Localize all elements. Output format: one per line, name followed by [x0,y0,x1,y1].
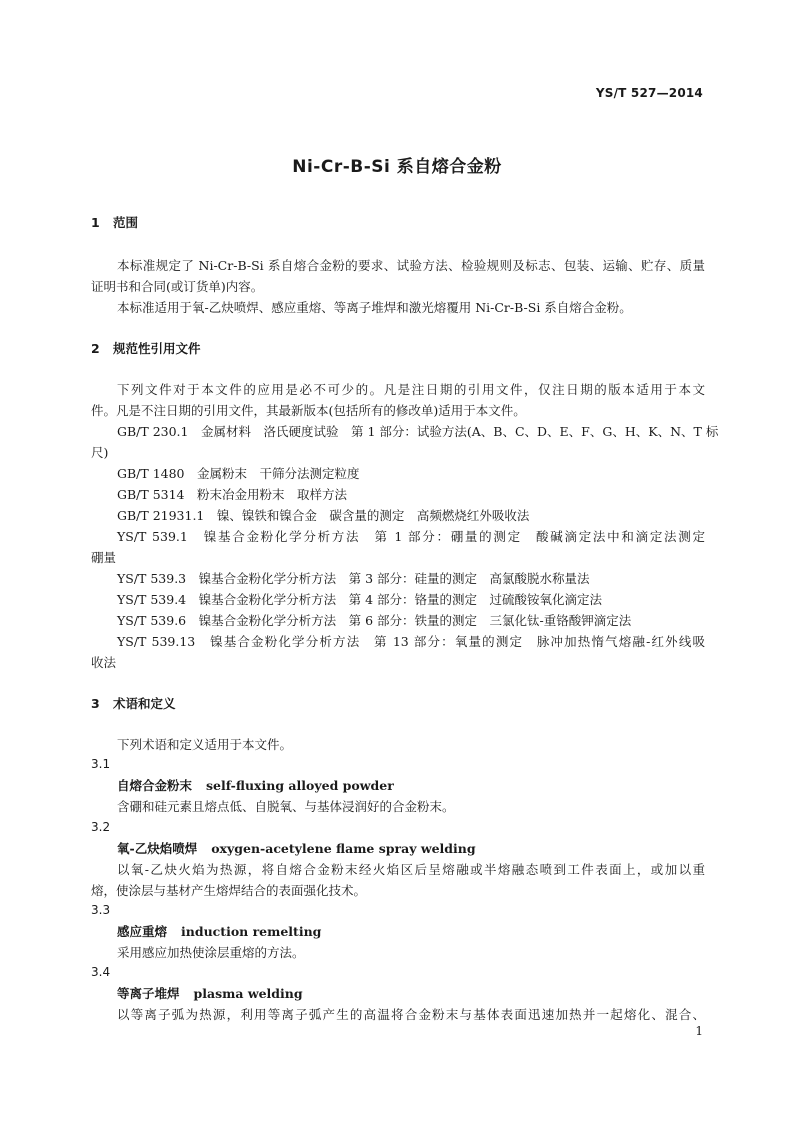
term-chinese: 氧-乙炔焰喷焊 [117,841,198,856]
term-english: oxygen-acetylene flame spray welding [211,841,476,856]
section-title: 术语和定义 [113,696,176,711]
section-number: 1 [91,215,100,230]
section-number: 2 [91,341,100,356]
reference-item: YS/T 539.4 镍基合金粉化学分析方法 第 4 部分：铬量的测定 过硫酸铵氧化滴定法 [117,592,603,607]
term-english: self-fluxing alloyed powder [206,778,394,793]
term-definition: 采用感应加热使涂层重熔的方法。 [117,945,305,960]
term-definition: 含硼和硅元素且熔点低、自脱氧、与基体浸润好的合金粉末。 [117,799,455,814]
term-number: 3.3 [91,903,111,917]
term-definition: 以等离子弧为热源，利用等离子弧产生的高温将合金粉末与基体表面迅速加热并一起熔化、混合、 [117,1007,705,1022]
reference-item: GB/T 21931.1 镍、镍铁和镍合金 碳含量的测定 高频燃烧红外吸收法 [117,508,530,523]
paragraph-line: 件。凡是不注日期的引用文件，其最新版本(包括所有的修改单)适用于本文件。 [91,403,526,418]
reference-item: GB/T 1480 金属粉末 干筛分法测定粒度 [117,466,360,481]
term-english: induction remelting [181,924,322,939]
term-entry [117,775,394,796]
reference-item: YS/T 539.3 镍基合金粉化学分析方法 第 3 部分：硅量的测定 高氯酸脱水称量法 [117,571,590,586]
reference-item: YS/T 539.6 镍基合金粉化学分析方法 第 6 部分：铁量的测定 三氯化钛-重铬酸钾滴定法 [117,613,632,628]
term-chinese: 自熔合金粉末 [117,778,193,793]
paragraph-line: 本标准规定了 Ni-Cr-B-Si 系自熔合金粉的要求、试验方法、检验规则及标志、包装、运输、贮存、质量 [117,258,705,273]
reference-item: YS/T 539.1 镍基合金粉化学分析方法 第 1 部分：硼量的测定 酸碱滴定法中和滴定法测定 [117,529,705,544]
section-number: 3 [91,696,100,711]
paragraph-line: 下列术语和定义适用于本文件。 [117,737,293,752]
reference-item-continued: 硼量 [91,550,117,565]
term-number: 3.1 [91,757,111,771]
section-heading-references [91,338,201,359]
term-entry [117,983,303,1004]
term-english: plasma welding [193,986,303,1001]
reference-item-continued: 尺) [91,445,109,460]
term-definition-continued: 熔，使涂层与基材产生熔焊结合的表面强化技术。 [91,883,367,898]
term-number: 3.2 [91,820,111,834]
section-heading-terms [91,693,176,714]
paragraph-line: 本标准适用于氧-乙炔喷焊、感应重熔、等离子堆焊和激光熔覆用 Ni-Cr-B-Si 系自熔合金粉。 [117,300,632,315]
document-title: Ni-Cr-B-Si 系自熔合金粉 [292,157,502,177]
reference-item: GB/T 5314 粉末冶金用粉末 取样方法 [117,487,348,502]
reference-item: YS/T 539.13 镍基合金粉化学分析方法 第 13 部分：氧量的测定 脉冲加热惰气熔融-红外线吸 [117,634,705,649]
term-entry [117,838,476,859]
section-title: 规范性引用文件 [113,341,201,356]
term-definition: 以氧-乙炔火焰为热源，将自熔合金粉末经火焰区后呈熔融或半熔融态喷到工件表面上，或加以重 [117,862,705,877]
reference-item-continued: 收法 [91,655,117,670]
term-chinese: 等离子堆焊 [117,986,180,1001]
section-heading-scope [91,212,138,233]
paragraph-line: 下列文件对于本文件的应用是必不可少的。凡是注日期的引用文件，仅注日期的版本适用于本文 [117,382,705,397]
paragraph-line: 证明书和合同(或订货单)内容。 [91,279,264,294]
standard-code: YS/T 527—2014 [595,86,703,100]
term-chinese: 感应重熔 [117,924,168,939]
term-entry [117,921,321,942]
term-number: 3.4 [91,965,111,979]
section-title: 范围 [113,215,139,230]
reference-item: GB/T 230.1 金属材料 洛氏硬度试验 第 1 部分：试验方法(A、B、C、D、E、F、G、H、K、N、T 标 [117,424,719,439]
page-number: 1 [695,1024,703,1038]
